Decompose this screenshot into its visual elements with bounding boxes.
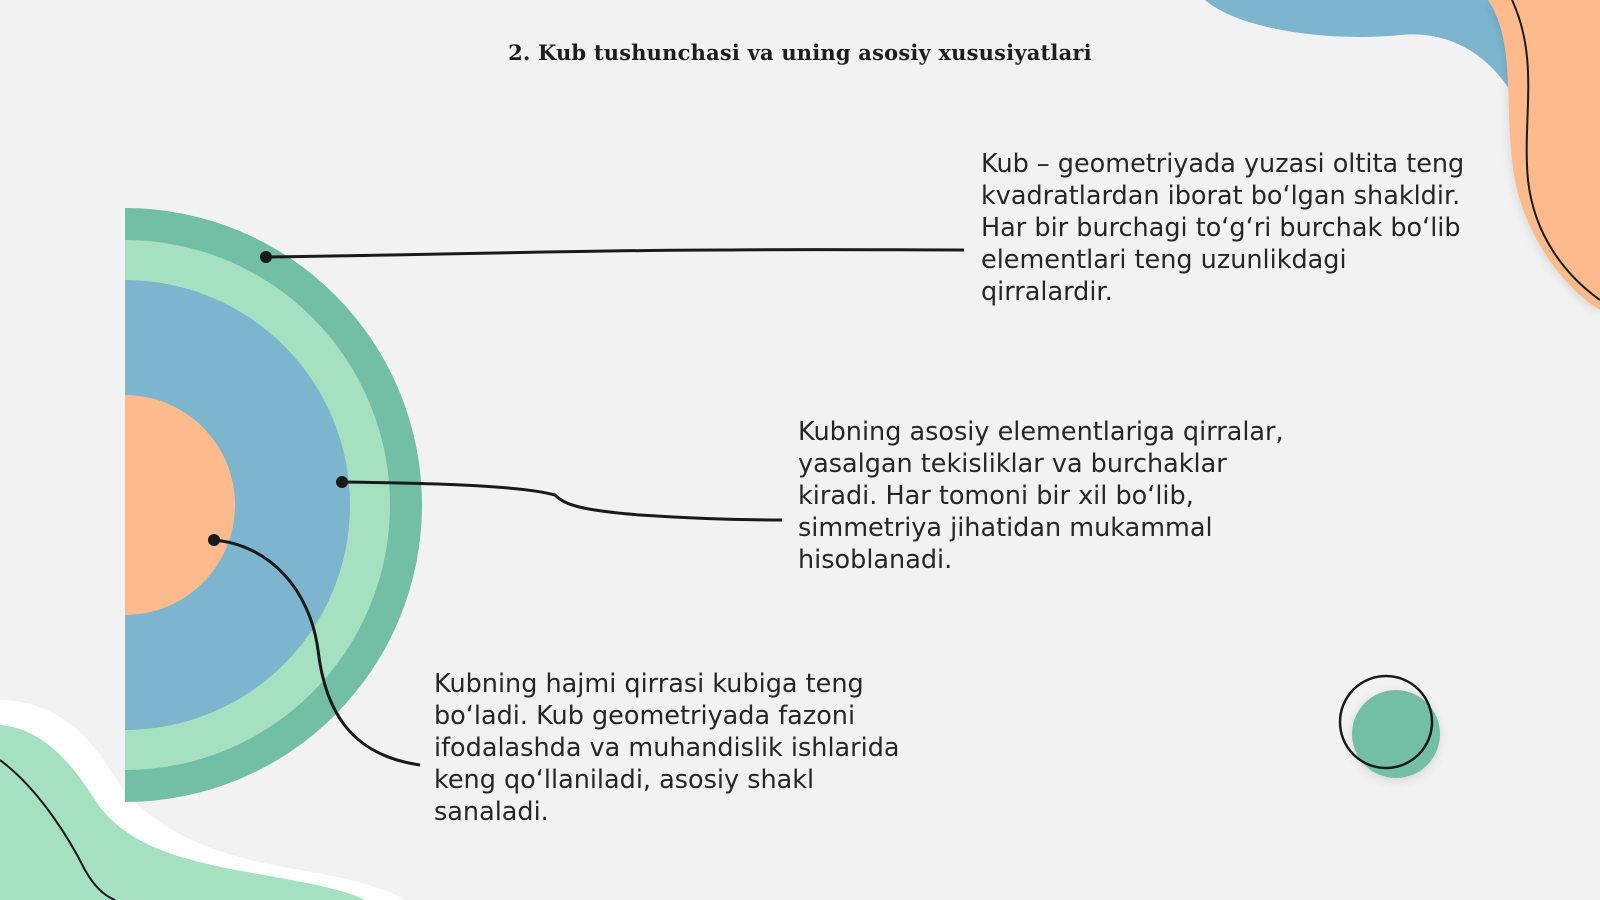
connector-dot-1 bbox=[260, 251, 272, 263]
paragraph-cube-definition: Kub – geometriyada yuzasi oltita teng kvadratlardan iborat bo‘lgan shakldir. Har bir burchagi to‘g‘ri burchak bo‘lib elementlari teng uzunlikdagi qirralardir. bbox=[981, 149, 1465, 307]
paragraph-cube-elements: Kubning asosiy elementlariga qirralar, yasalgan tekisliklar va burchaklar kiradi. Har tomoni bir xil bo‘lib, simmetriya jihatidan mukammal hisoblanadi. bbox=[798, 417, 1284, 575]
concentric-semicircle-graphic bbox=[0, 208, 422, 802]
connector-line-1 bbox=[266, 250, 964, 257]
paragraph-cube-volume: Kubning hajmi qirrasi kubiga teng bo‘ladi. Kub geometriyada fazoni ifodalashda va muhandislik ishlarida keng qo‘llaniladi, asosiy shakl sanaladi. bbox=[434, 669, 900, 827]
peach-core bbox=[15, 395, 235, 615]
slide-title: 2. Kub tushunchasi va uning asosiy xususiyatlari bbox=[508, 40, 1092, 65]
connector-dot-2 bbox=[336, 476, 348, 488]
connector-dot-3 bbox=[208, 534, 220, 546]
